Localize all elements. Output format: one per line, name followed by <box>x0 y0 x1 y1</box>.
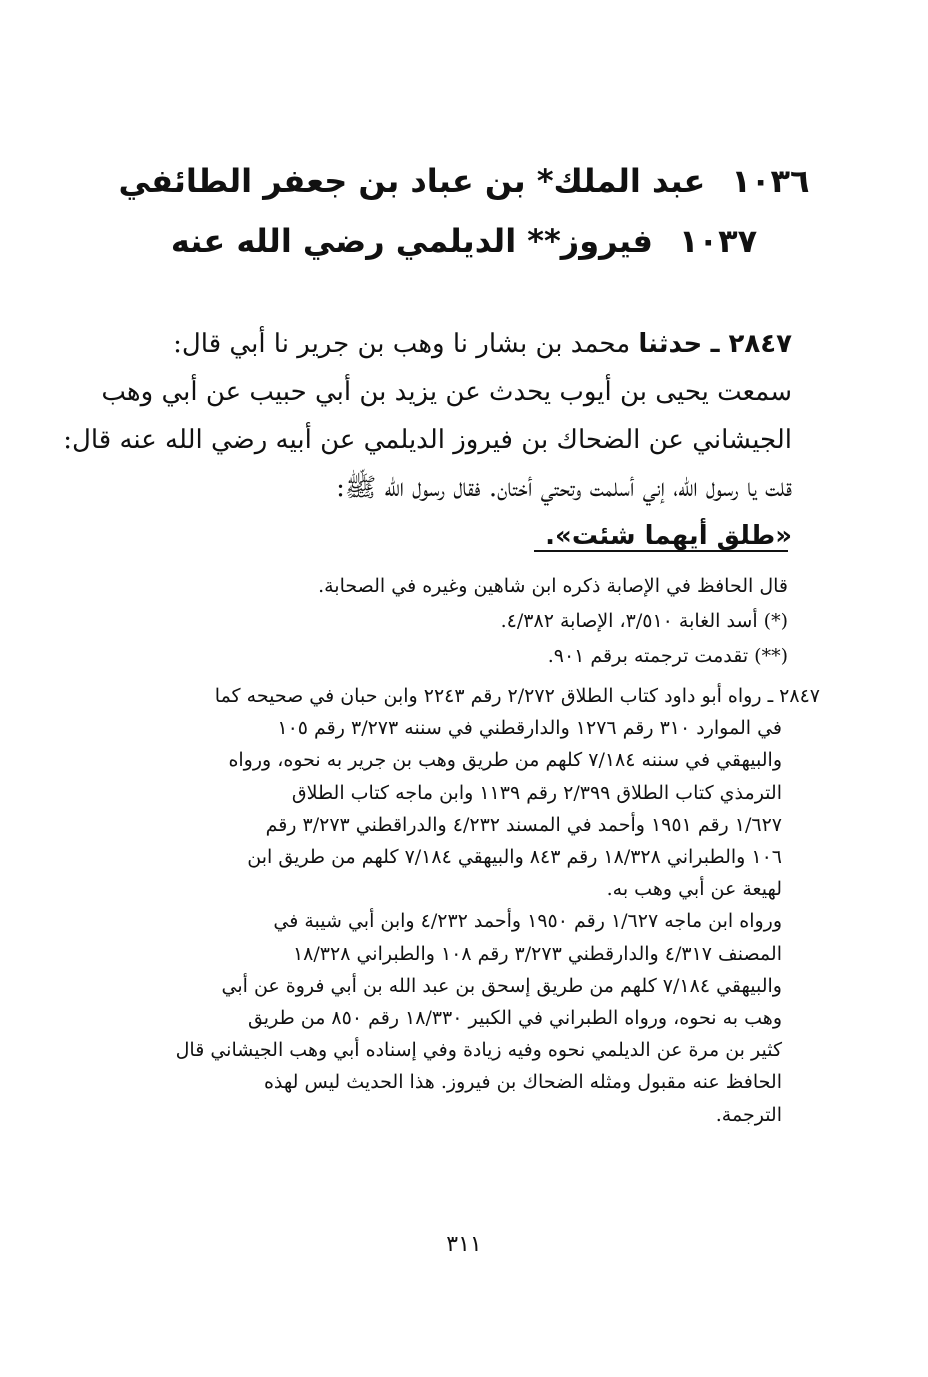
heading-number: ١٠٣٧ <box>679 222 758 260</box>
hadith-line: سمعت يحيى بن أيوب يحدث عن يزيد بن أبي حبيب عن أبي وهب <box>101 377 792 407</box>
takhrij-line: الترمذي كتاب الطلاق ٢/٣٩٩ رقم ١١٣٩ وابن ماجه كتاب الطلاق <box>291 781 782 804</box>
takhrij-line: ورواه ابن ماجه ١/٦٢٧ رقم ١٩٥٠ وأحمد ٤/٢٣٢ وابن أبي شيبة في <box>273 910 782 933</box>
hadith-lead: حدثنا <box>638 329 703 359</box>
hadith-line: الجيشاني عن الضحاك بن فيروز الديلمي عن أبيه رضي الله عنه قال: <box>63 425 792 455</box>
takhrij-line: الترجمة. <box>715 1103 782 1126</box>
takhrij-line: لهيعة عن أبي وهب به. <box>606 878 782 901</box>
takhrij-line: والبيهقي ٧/١٨٤ كلهم من طريق إسحق بن عبد الله بن أبي فروة عن أبي <box>221 974 782 997</box>
takhrij-line: في الموارد ٣١٠ رقم ١٢٧٦ والدارقطني في سننه ٣/٢٧٣ رقم ١٠٥ <box>277 717 782 740</box>
takhrij-line: وهب به نحوه، ورواه الطبراني في الكبير ١٨/٣٣٠ رقم ٨٥٠ من طريق <box>247 1007 782 1030</box>
hadith-text <box>63 320 792 560</box>
takhrij-line: ٢٨٤٧ ـ رواه أبو داود كتاب الطلاق ٢/٢٧٢ رقم ٢٢٤٣ وابن حبان في صحيحه كما <box>214 685 820 707</box>
takhrij-line: ١٠٦ والطبراني ١٨/٣٢٨ رقم ٨٤٣ والبيهقي ٧/١٨٤ كلهم من طريق ابن <box>247 846 782 869</box>
footnote-line: قال الحافظ في الإصابة ذكره ابن شاهين وغيره في الصحابة. <box>318 575 788 597</box>
takhrij-notes <box>130 680 820 1131</box>
hadith-line: «طلق أيهما شئت». <box>545 521 792 551</box>
chapter-heading-1037 <box>0 222 928 260</box>
footnote-line: (**) تقدمت ترجمته برقم ٩٠١. <box>547 645 788 667</box>
footnote-line: (*) أسد الغابة ٣/٥١٠، الإصابة ٤/٣٨٢. <box>500 610 788 632</box>
takhrij-line: المصنف ٤/٣١٧ والدارقطني ٣/٢٧٣ رقم ١٠٨ والطبراني ١٨/٣٢٨ <box>292 942 782 965</box>
heading-text: فيروز** الديلمي رضي الله عنه <box>170 222 653 260</box>
takhrij-line: والبيهقي في سننه ٧/١٨٤ كلهم من طريق وهب بن جرير به نحوه، ورواه <box>228 749 782 772</box>
heading-text: عبد الملك* بن عباد بن جعفر الطائفي <box>118 162 706 200</box>
hadith-line: قلت يا رسول الله، إني أسلمت وتحتي أختان. فقال رسول الله ﷺ: <box>336 473 792 503</box>
hadith-line: ٢٨٤٧ ـ حدثنا محمد بن بشار نا وهب بن جرير نا أبي قال: <box>173 329 792 359</box>
takhrij-line: كثير بن مرة عن الديلمي نحوه وفيه زيادة وفي إسناده أبي وهب الجيشاني قال <box>175 1039 782 1062</box>
page-number: ٣١١ <box>446 1232 482 1257</box>
hadith-number: ٢٨٤٧ ـ <box>710 329 792 359</box>
takhrij-number: ٢٨٤٧ ـ <box>767 685 820 707</box>
chapter-heading-1036 <box>0 162 928 200</box>
takhrij-line: الحافظ عنه مقبول ومثله الضحاك بن فيروز. هذا الحديث ليس لهذه <box>263 1071 782 1094</box>
heading-number: ١٠٣٦ <box>731 162 810 200</box>
footnote-separator <box>534 550 788 552</box>
takhrij-line: ١/٦٢٧ رقم ١٩٥١ وأحمد في المسند ٤/٢٣٢ والدراقطني ٣/٢٧٣ رقم <box>265 813 782 836</box>
